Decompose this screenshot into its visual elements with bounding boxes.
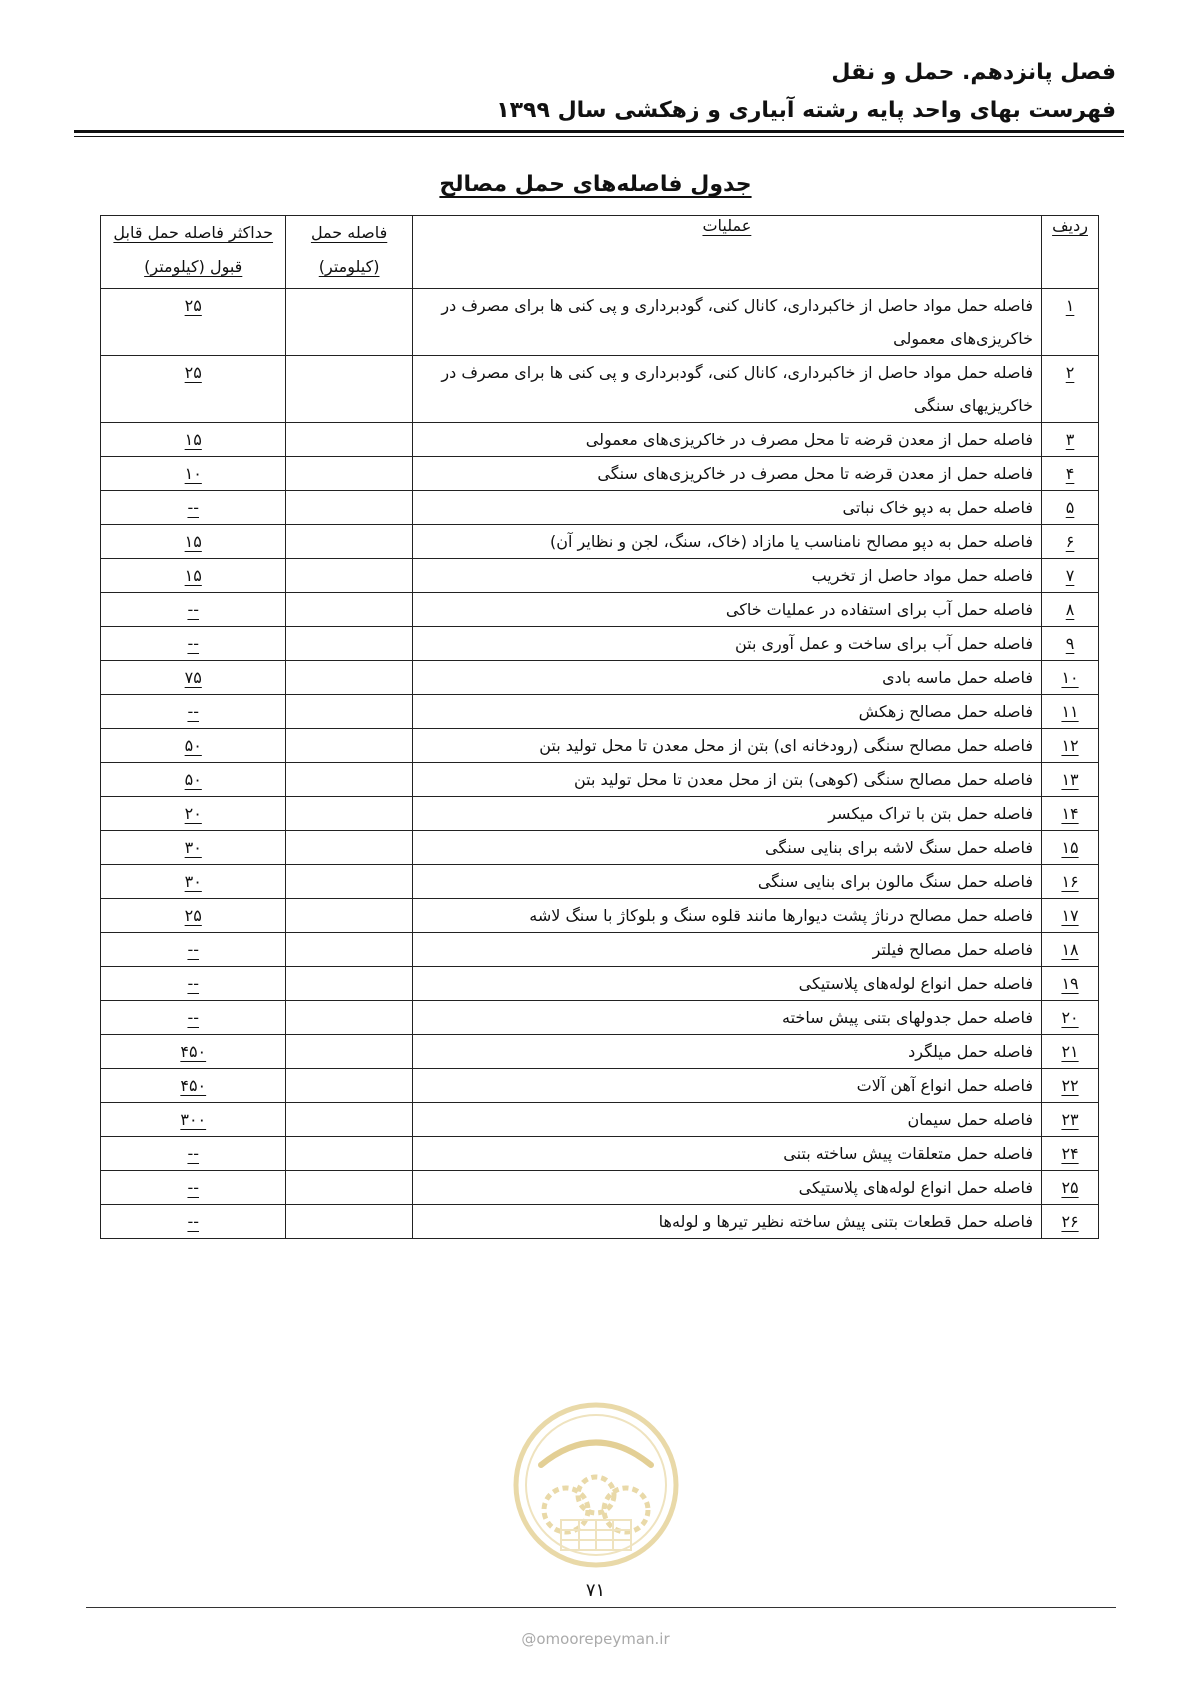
max-distance-cell: ۴۵۰ [101,1035,286,1069]
distance-cell [286,457,412,491]
row-number-cell: ۵ [1042,491,1099,525]
distance-cell [286,1103,412,1137]
distance-cell [286,423,412,457]
table-row [101,933,1099,967]
distance-cell [286,559,412,593]
max-distance-cell: ۳۰۰ [101,1103,286,1137]
col-header-operation: عملیات [412,216,1041,289]
operation-cell: فاصله حمل مصالح فیلتر [412,933,1041,967]
row-number-cell: ۲۰ [1042,1001,1099,1035]
distance-cell [286,491,412,525]
max-distance-cell: ۱۰ [101,457,286,491]
distance-cell [286,763,412,797]
row-number-cell: ۲ [1042,356,1099,423]
operation-cell: فاصله حمل به دپو مصالح نامناسب یا مازاد (خاک، سنگ، لجن و نظایر آن) [412,525,1041,559]
operation-cell: فاصله حمل ماسه بادی [412,661,1041,695]
operation-cell: فاصله حمل از معدن قرضه تا محل مصرف در خاکریزی‌های معمولی [412,423,1041,457]
table-row [101,967,1099,1001]
table-row [101,729,1099,763]
max-distance-cell: -- [101,695,286,729]
operation-cell: فاصله حمل بتن با تراک میکسر [412,797,1041,831]
distance-cell [286,1205,412,1239]
page-number: ۷۱ [585,1580,606,1601]
distance-cell [286,1035,412,1069]
max-distance-cell: ۱۵ [101,423,286,457]
max-distance-cell: ۱۵ [101,525,286,559]
operation-cell: فاصله حمل مواد حاصل از خاکبرداری، کانال کنی، گودبرداری و پی کنی ها برای مصرف در خاکریزی‌های معمولی [412,289,1041,356]
row-number-cell: ۲۳ [1042,1103,1099,1137]
max-distance-cell: ۷۵ [101,661,286,695]
table-row [101,1171,1099,1205]
table-row [101,423,1099,457]
table-row [101,661,1099,695]
table-row [101,763,1099,797]
max-distance-cell: ۲۵ [101,899,286,933]
operation-cell: فاصله حمل از معدن قرضه تا محل مصرف در خاکریزی‌های سنگی [412,457,1041,491]
distance-cell [286,695,412,729]
max-distance-cell: ۴۵۰ [101,1069,286,1103]
max-distance-cell: -- [101,1137,286,1171]
distance-cell [286,289,412,356]
footer-rule [86,1607,1116,1608]
col-header-max-distance: حداکثر فاصله حمل قابل قبول (کیلومتر) [101,216,286,289]
max-distance-cell: -- [101,967,286,1001]
row-number-cell: ۹ [1042,627,1099,661]
row-number-cell: ۱۸ [1042,933,1099,967]
distance-cell [286,1137,412,1171]
row-number-cell: ۱۲ [1042,729,1099,763]
operation-cell: فاصله حمل جدولهای بتنی پیش ساخته [412,1001,1041,1035]
table-row [101,627,1099,661]
row-number-cell: ۲۴ [1042,1137,1099,1171]
operation-cell: فاصله حمل متعلقات پیش ساخته بتنی [412,1137,1041,1171]
table-row [101,356,1099,423]
max-distance-cell: ۲۵ [101,289,286,356]
row-number-cell: ۱ [1042,289,1099,356]
max-distance-cell: -- [101,1001,286,1035]
operation-cell: فاصله حمل مواد حاصل از تخریب [412,559,1041,593]
table-row [101,491,1099,525]
distance-cell [286,593,412,627]
row-number-cell: ۶ [1042,525,1099,559]
distance-cell [286,831,412,865]
operation-cell: فاصله حمل سنگ لاشه برای بنایی سنگی [412,831,1041,865]
operation-cell: فاصله حمل سیمان [412,1103,1041,1137]
table-row [101,525,1099,559]
operation-cell: فاصله حمل انواع لوله‌های پلاستیکی [412,967,1041,1001]
max-distance-cell: ۳۰ [101,865,286,899]
table-row [101,1001,1099,1035]
row-number-cell: ۱۹ [1042,967,1099,1001]
row-number-cell: ۳ [1042,423,1099,457]
row-number-cell: ۱۶ [1042,865,1099,899]
operation-cell: فاصله حمل قطعات بتنی پیش ساخته نظیر تیرها و لوله‌ها [412,1205,1041,1239]
distance-cell [286,933,412,967]
distance-cell [286,797,412,831]
row-number-cell: ۱۱ [1042,695,1099,729]
row-number-cell: ۲۵ [1042,1171,1099,1205]
max-distance-cell: ۳۰ [101,831,286,865]
max-distance-cell: ۲۵ [101,356,286,423]
table-row [101,695,1099,729]
table-title: جدول فاصله‌های حمل مصالح [439,172,752,197]
col-header-row: ردیف [1042,216,1099,289]
table-row [101,559,1099,593]
row-number-cell: ۲۲ [1042,1069,1099,1103]
max-distance-cell: ۱۵ [101,559,286,593]
operation-cell: فاصله حمل میلگرد [412,1035,1041,1069]
row-number-cell: ۱۳ [1042,763,1099,797]
max-distance-cell: ۵۰ [101,763,286,797]
table-row [101,1035,1099,1069]
col-header-distance: فاصله حمل (کیلومتر) [286,216,412,289]
distance-cell [286,899,412,933]
price-list-title: فهرست بهای واحد پایه رشته آبیاری و زهکشی سال ۱۳۹۹ [496,98,1116,123]
max-distance-cell: -- [101,1171,286,1205]
operation-cell: فاصله حمل مصالح درناژ پشت دیوارها مانند قلوه سنگ و بلوکاژ با سنگ لاشه [412,899,1041,933]
chapter-title: فصل پانزدهم. حمل و نقل [831,60,1116,85]
table-row [101,1137,1099,1171]
distance-cell [286,356,412,423]
max-distance-cell: ۲۰ [101,797,286,831]
header-rule-thick [74,130,1124,133]
table-row [101,457,1099,491]
distance-cell [286,661,412,695]
table-row [101,593,1099,627]
row-number-cell: ۱۰ [1042,661,1099,695]
operation-cell: فاصله حمل مصالح سنگی (رودخانه ای) بتن از محل معدن تا محل تولید بتن [412,729,1041,763]
row-number-cell: ۲۶ [1042,1205,1099,1239]
row-number-cell: ۴ [1042,457,1099,491]
row-number-cell: ۱۷ [1042,899,1099,933]
watermark-seal-icon [511,1400,681,1570]
operation-cell: فاصله حمل مواد حاصل از خاکبرداری، کانال کنی، گودبرداری و پی کنی ها برای مصرف در خاکریزیهای سنگی [412,356,1041,423]
operation-cell: فاصله حمل آب برای ساخت و عمل آوری بتن [412,627,1041,661]
row-number-cell: ۱۴ [1042,797,1099,831]
table-body [101,289,1099,1239]
distance-cell [286,525,412,559]
max-distance-cell: -- [101,933,286,967]
distance-cell [286,1001,412,1035]
operation-cell: فاصله حمل به دپو خاک نباتی [412,491,1041,525]
haul-distance-table [100,215,1099,1239]
max-distance-cell: ۵۰ [101,729,286,763]
table-row [101,289,1099,356]
operation-cell: فاصله حمل مصالح زهکش [412,695,1041,729]
table-row [101,1069,1099,1103]
table-row [101,1103,1099,1137]
distance-cell [286,627,412,661]
max-distance-cell: -- [101,627,286,661]
row-number-cell: ۸ [1042,593,1099,627]
table-row [101,865,1099,899]
operation-cell: فاصله حمل مصالح سنگی (کوهی) بتن از محل معدن تا محل تولید بتن [412,763,1041,797]
distance-cell [286,1069,412,1103]
max-distance-cell: -- [101,491,286,525]
operation-cell: فاصله حمل آب برای استفاده در عملیات خاکی [412,593,1041,627]
header-rule-thin [74,136,1124,137]
max-distance-cell: -- [101,1205,286,1239]
table-row [101,797,1099,831]
operation-cell: فاصله حمل انواع آهن آلات [412,1069,1041,1103]
operation-cell: فاصله حمل سنگ مالون برای بنایی سنگی [412,865,1041,899]
operation-cell: فاصله حمل انواع لوله‌های پلاستیکی [412,1171,1041,1205]
distance-cell [286,865,412,899]
table-row [101,831,1099,865]
distance-cell [286,967,412,1001]
table-row [101,899,1099,933]
table-header-row [101,216,1099,289]
website-watermark: @omoorepeyman.ir [521,1630,670,1648]
max-distance-cell: -- [101,593,286,627]
row-number-cell: ۷ [1042,559,1099,593]
table-row [101,1205,1099,1239]
distance-cell [286,1171,412,1205]
row-number-cell: ۱۵ [1042,831,1099,865]
row-number-cell: ۲۱ [1042,1035,1099,1069]
distance-cell [286,729,412,763]
